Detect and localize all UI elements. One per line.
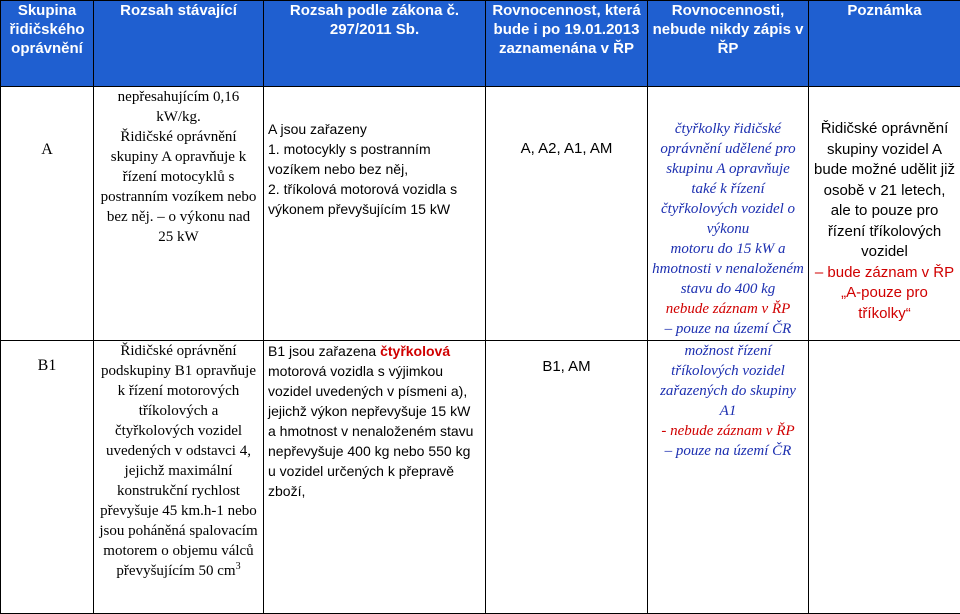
- never-cell: [648, 87, 809, 341]
- current-dash: –: [157, 209, 165, 225]
- equivalence-cell: [486, 87, 648, 341]
- never-text-1: čtyřkolky řidičské oprávnění udělené pro skupinu A opravňuje také k řízení čtyřkolových vozidel o výkonu: [652, 119, 804, 239]
- equivalence-cell: [486, 341, 648, 614]
- law-text-1a: B1 jsou zařazena: [268, 343, 376, 359]
- note-text-2: – bude záznam v ŘP: [813, 263, 956, 284]
- law-scope-cell: [264, 341, 486, 614]
- never-text-2: - nebude záznam v ŘP: [652, 421, 804, 441]
- never-text-3: – pouze na území ČR: [652, 441, 804, 461]
- note-cell: [809, 87, 960, 341]
- never-cell: [648, 341, 809, 614]
- header-category: Skupina řidičského oprávnění: [1, 1, 94, 87]
- note-text-1: Řidičské oprávnění skupiny vozidel A bude možné udělit již osobě v 21 letech, ale to pouze pro řízení tříkolových vozidel: [813, 119, 956, 263]
- current-text: Řidičské oprávnění podskupiny B1 opravňuje k řízení motorových tříkolových a čtyřkolových vozidel uvedených v odstavci 4, jejichž maximální konstrukční rychlost převyšuje 45 km.h-1 nebo jsou poháněná spalovacím motorem o objemu válců převyšujícím 50 cm: [99, 343, 257, 579]
- current-scope-cell: [94, 341, 264, 614]
- category-cell: [1, 341, 94, 614]
- law-scope-cell: [264, 87, 486, 341]
- never-text-4: – pouze na území ČR: [652, 319, 804, 339]
- current-text-2: Řidičské oprávnění skupiny A opravňuje k řízení motocyklů s postranním vozíkem nebo bez něj.: [101, 129, 257, 225]
- header-equivalence: Rovnocennost, která bude i po 19.01.2013 zaznamenána v ŘP: [486, 1, 648, 87]
- header-row: [1, 1, 960, 87]
- category-label: B1: [5, 357, 89, 375]
- law-text-1: A jsou zařazeny: [268, 119, 481, 139]
- never-text-2: motoru do 15 kW a hmotnosti v nenaloženém stavu do 400 kg: [652, 239, 804, 299]
- superscript: 3: [236, 561, 241, 572]
- table-row: [1, 87, 960, 341]
- current-text-1: nepřesahujícím 0,16 kW/kg.: [98, 87, 259, 127]
- law-text-3: 2. tříkolová motorová vozidla s výkonem převyšujícím 15 kW: [268, 179, 481, 219]
- header-law: Rozsah podle zákona č. 297/2011 Sb.: [264, 1, 486, 87]
- current-scope-cell: [94, 87, 264, 341]
- note-text-3: „A-pouze pro tříkolky“: [813, 283, 956, 324]
- law-text-2: 1. motocykly s postranním vozíkem nebo bez něj,: [268, 139, 481, 179]
- header-current: Rozsah stávající: [94, 1, 264, 87]
- equivalence-value: A, A2, A1, AM: [490, 139, 643, 159]
- category-cell: [1, 87, 94, 341]
- law-text-1b: čtyřkolová: [380, 343, 450, 359]
- table-row: [1, 341, 960, 614]
- equivalence-value: B1, AM: [490, 357, 643, 377]
- law-text-2: motorová vozidla s výjimkou vozidel uvedených v písmeni a), jejichž výkon nepřevyšuje 15 kW a hmotnost v nenaloženém stavu nepřevyšuje 400 kg nebo 550 kg u vozidel určených k přepravě zboží,: [268, 363, 473, 499]
- never-text-3: nebude záznam v ŘP: [652, 299, 804, 319]
- never-text-1: možnost řízení tříkolových vozidel zařazených do skupiny A1: [652, 341, 804, 421]
- category-label: A: [5, 141, 89, 159]
- header-note: Poznámka: [809, 1, 960, 87]
- note-cell: [809, 341, 960, 614]
- current-text-3: o výkonu nad 25 kW: [158, 209, 250, 245]
- header-never: Rovnocennosti, nebude nikdy zápis v ŘP: [648, 1, 809, 87]
